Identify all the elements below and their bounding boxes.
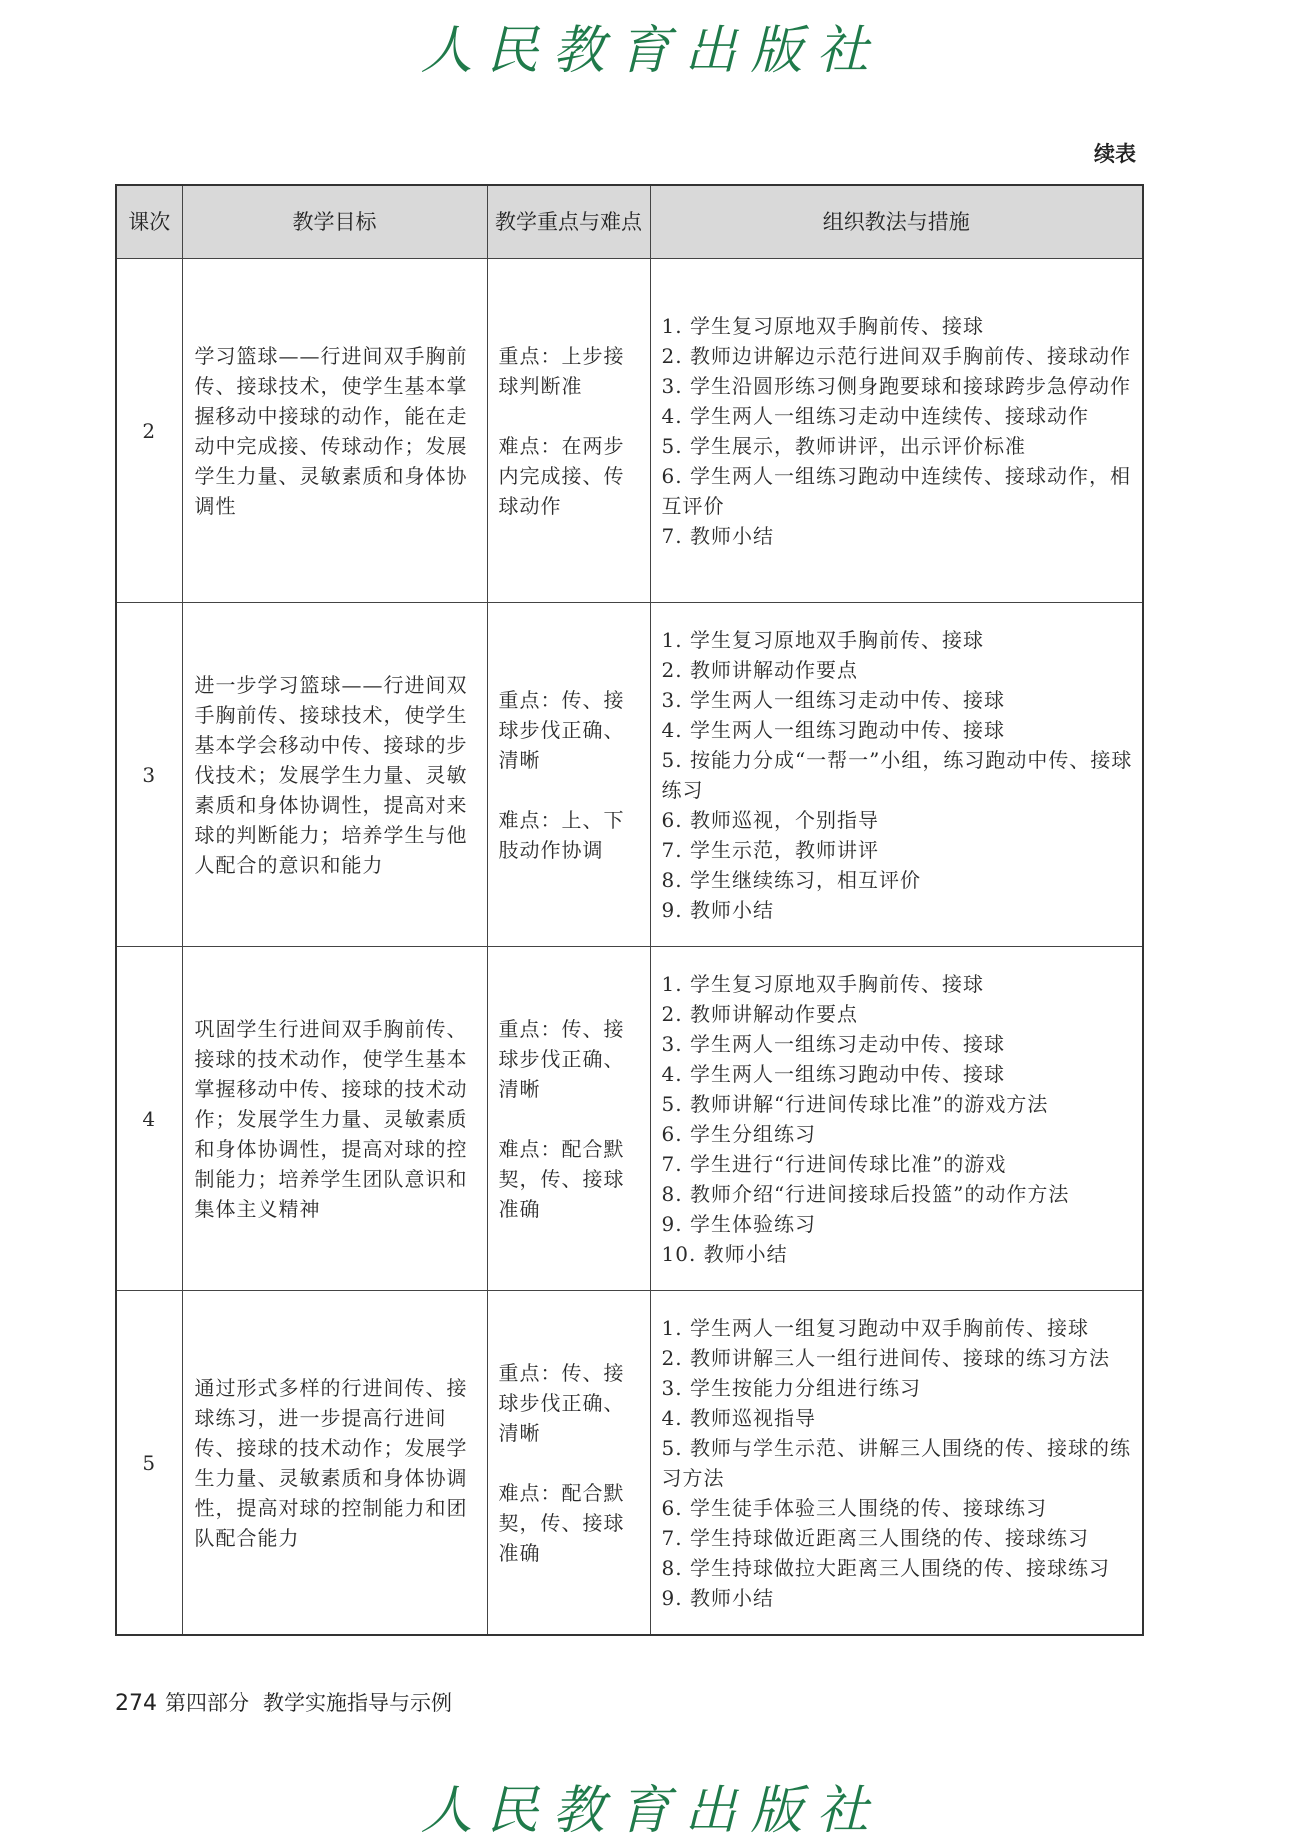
teaching-goal: 通过形式多样的行进间传、接球练习，进一步提高行进间传、接球的技术动作；发展学生力量、灵敏素质和身体协调性，提高对球的控制能力和团队配合能力 xyxy=(182,1291,487,1636)
footer-part: 第四部分 xyxy=(165,1691,249,1715)
publisher-logo-top: 人民教育出版社 xyxy=(420,21,883,81)
list-item: 6. 学生两人一组练习跑动中连续传、接球动作，相互评价 xyxy=(661,463,1131,518)
teaching-goal: 进一步学习篮球——行进间双手胸前传、接球技术，使学生基本学会移动中传、接球的步伐技术；发展学生力量、灵敏素质和身体协调性，提高对来球的判断能力；培养学生与他人配合的意识和能力 xyxy=(182,603,487,947)
difficulty: 难点：上、下肢动作协调 xyxy=(498,807,625,862)
page-footer xyxy=(115,1687,452,1717)
methods xyxy=(650,259,1143,603)
list-item: 4. 学生两人一组练习跑动中传、接球 xyxy=(661,717,1005,742)
key-point: 重点：上步接球判断准 xyxy=(498,343,625,398)
lesson-plan-table xyxy=(115,184,1144,1636)
header-key-points: 教学重点与难点 xyxy=(487,185,650,259)
methods xyxy=(650,947,1143,1291)
header-goals: 教学目标 xyxy=(182,185,487,259)
list-item: 4. 教师巡视指导 xyxy=(661,1405,816,1430)
list-item: 8. 教师介绍“行进间接球后投篮”的动作方法 xyxy=(661,1181,1070,1206)
difficulty: 难点：配合默契，传、接球准确 xyxy=(498,1136,625,1221)
list-item: 10. 教师小结 xyxy=(661,1241,788,1266)
list-item: 9. 学生体验练习 xyxy=(661,1211,816,1236)
teaching-goal: 学习篮球——行进间双手胸前传、接球技术，使学生基本掌握移动中接球的动作，能在走动中完成接、传球动作；发展学生力量、灵敏素质和身体协调性 xyxy=(182,259,487,603)
list-item: 3. 学生两人一组练习走动中传、接球 xyxy=(661,1031,1005,1056)
list-item: 1. 学生复习原地双手胸前传、接球 xyxy=(661,627,984,652)
list-item: 4. 学生两人一组练习跑动中传、接球 xyxy=(661,1061,1005,1086)
methods xyxy=(650,1291,1143,1636)
list-item: 5. 按能力分成“一帮一”小组，练习跑动中传、接球练习 xyxy=(661,747,1133,802)
teaching-goal: 巩固学生行进间双手胸前传、接球的技术动作，使学生基本掌握移动中传、接球的技术动作；发展学生力量、灵敏素质和身体协调性，提高对球的控制能力；培养学生团队意识和集体主义精神 xyxy=(182,947,487,1291)
table-row xyxy=(116,259,1143,603)
key-points xyxy=(487,947,650,1291)
key-points xyxy=(487,1291,650,1636)
list-item: 2. 教师边讲解边示范行进间双手胸前传、接球动作 xyxy=(661,343,1131,368)
publisher-logo-bottom: 人民教育出版社 xyxy=(420,1781,883,1841)
list-item: 3. 学生沿圆形练习侧身跑要球和接球跨步急停动作 xyxy=(661,373,1131,398)
table-row xyxy=(116,1291,1143,1636)
list-item: 7. 学生持球做近距离三人围绕的传、接球练习 xyxy=(661,1525,1089,1550)
list-item: 2. 教师讲解动作要点 xyxy=(661,657,858,682)
lesson-number: 4 xyxy=(116,947,182,1291)
list-item: 3. 学生两人一组练习走动中传、接球 xyxy=(661,687,1005,712)
list-item: 3. 学生按能力分组进行练习 xyxy=(661,1375,921,1400)
list-item: 7. 学生进行“行进间传球比准”的游戏 xyxy=(661,1151,1007,1176)
list-item: 6. 学生徒手体验三人围绕的传、接球练习 xyxy=(661,1495,1047,1520)
list-item: 7. 学生示范，教师讲评 xyxy=(661,837,879,862)
difficulty: 难点：配合默契，传、接球准确 xyxy=(498,1480,625,1565)
list-item: 7. 教师小结 xyxy=(661,523,774,548)
key-point: 重点：传、接球步伐正确、清晰 xyxy=(498,1016,625,1101)
table-header-row xyxy=(116,185,1143,259)
list-item: 4. 学生两人一组练习走动中连续传、接球动作 xyxy=(661,403,1089,428)
list-item: 9. 教师小结 xyxy=(661,1585,774,1610)
list-item: 5. 教师与学生示范、讲解三人围绕的传、接球的练习方法 xyxy=(661,1435,1131,1490)
list-item: 1. 学生两人一组复习跑动中双手胸前传、接球 xyxy=(661,1315,1089,1340)
list-item: 8. 学生持球做拉大距离三人围绕的传、接球练习 xyxy=(661,1555,1110,1580)
list-item: 5. 学生展示，教师讲评，出示评价标准 xyxy=(661,433,1026,458)
key-points xyxy=(487,259,650,603)
list-item: 5. 教师讲解“行进间传球比准”的游戏方法 xyxy=(661,1091,1049,1116)
continued-label: 续表 xyxy=(1094,142,1136,166)
list-item: 8. 学生继续练习，相互评价 xyxy=(661,867,921,892)
lesson-number: 5 xyxy=(116,1291,182,1636)
list-item: 6. 学生分组练习 xyxy=(661,1121,816,1146)
lesson-number: 3 xyxy=(116,603,182,947)
list-item: 6. 教师巡视，个别指导 xyxy=(661,807,879,832)
key-point: 重点：传、接球步伐正确、清晰 xyxy=(498,1360,625,1445)
key-point: 重点：传、接球步伐正确、清晰 xyxy=(498,687,625,772)
page-number: 274 xyxy=(115,1691,157,1716)
lesson-number: 2 xyxy=(116,259,182,603)
table-row xyxy=(116,947,1143,1291)
list-item: 9. 教师小结 xyxy=(661,897,774,922)
methods xyxy=(650,603,1143,947)
list-item: 2. 教师讲解三人一组行进间传、接球的练习方法 xyxy=(661,1345,1110,1370)
header-lesson: 课次 xyxy=(116,185,182,259)
table-row xyxy=(116,603,1143,947)
header-methods: 组织教法与措施 xyxy=(650,185,1143,259)
difficulty: 难点：在两步内完成接、传球动作 xyxy=(498,433,625,518)
list-item: 2. 教师讲解动作要点 xyxy=(661,1001,858,1026)
key-points xyxy=(487,603,650,947)
list-item: 1. 学生复习原地双手胸前传、接球 xyxy=(661,313,984,338)
footer-chapter: 教学实施指导与示例 xyxy=(263,1691,452,1715)
list-item: 1. 学生复习原地双手胸前传、接球 xyxy=(661,971,984,996)
